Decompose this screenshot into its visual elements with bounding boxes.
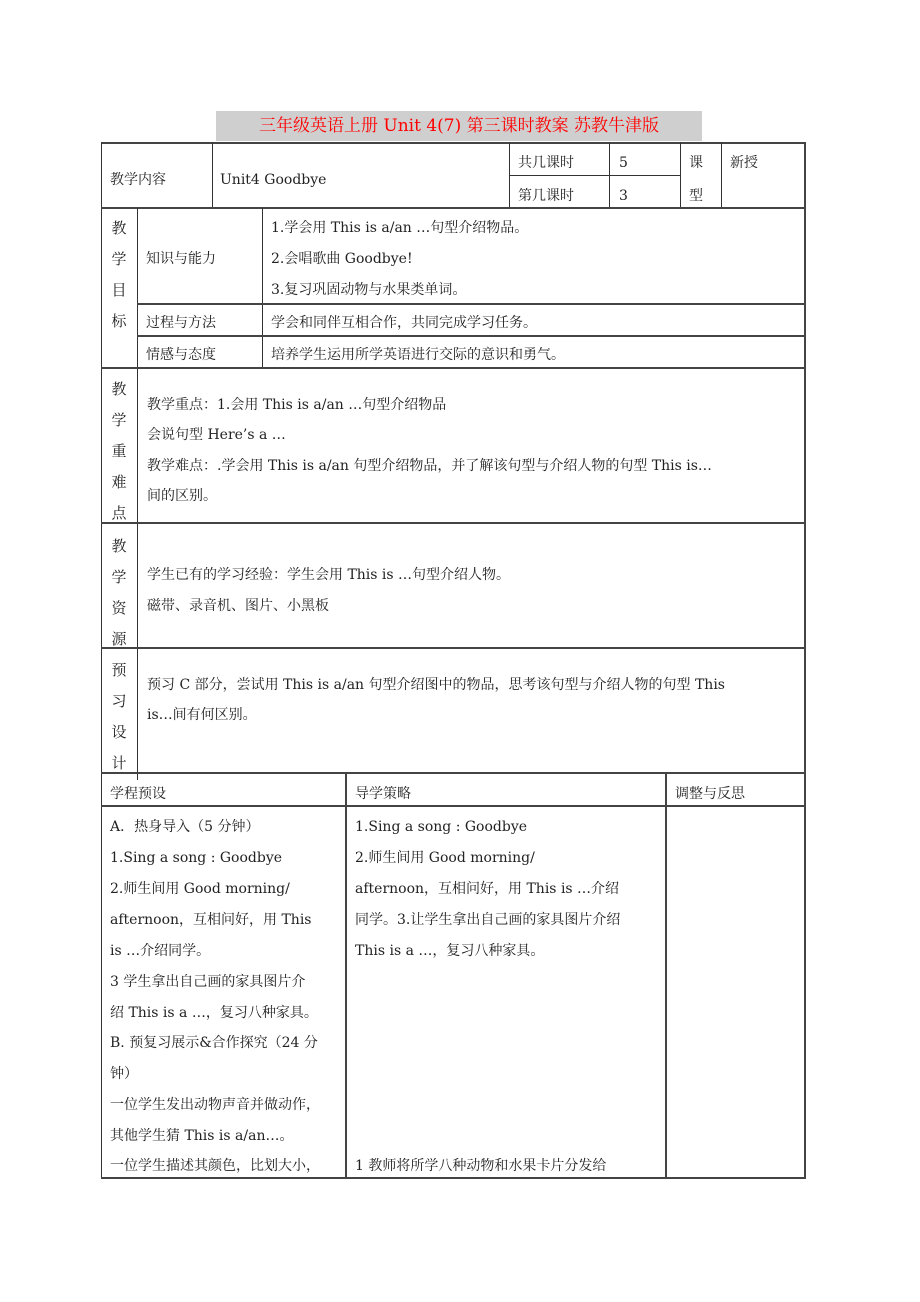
plan-line: afternoon，互相问好，用 This [110, 912, 312, 928]
content-value: Unit4 Goodbye [220, 172, 327, 188]
side-char: 计 [111, 754, 127, 772]
side-char: 难 [111, 473, 127, 491]
knowledge-item: 2.会唱歌曲 Goodbye! [271, 251, 413, 267]
strategy-line: 1 教师将所学八种动物和水果卡片分发给 [355, 1158, 607, 1174]
plan-line: is …介绍同学。 [110, 943, 211, 959]
emotion-label: 情感与态度 [146, 347, 216, 363]
objectives-side-label [109, 217, 129, 341]
key-point-line: 教学重点：1.会用 This is a/an …句型介绍物品 [147, 397, 447, 413]
divider [101, 522, 805, 524]
process-label: 过程与方法 [146, 315, 216, 331]
divider [721, 142, 722, 208]
type-value: 新授 [730, 155, 758, 171]
side-char: 教 [111, 219, 127, 237]
resources-side-label [109, 535, 129, 659]
strategy-column [347, 806, 665, 1177]
table-border-bottom [101, 1177, 666, 1179]
divider [137, 303, 805, 305]
emotion-value: 培养学生运用所学英语进行交际的意识和勇气。 [271, 347, 565, 363]
side-char: 源 [111, 630, 127, 648]
strategy-line: 同学。3.让学生拿出自己画的家具图片介绍 [355, 912, 621, 928]
document-title: 三年级英语上册 Unit 4(7) 第三课时教案 苏教牛津版 [216, 111, 702, 141]
side-char: 教 [111, 380, 127, 398]
column-header-plan: 学程预设 [110, 786, 166, 802]
key-point-line: 会说句型 Here’s a … [147, 427, 286, 443]
side-char: 预 [111, 661, 127, 679]
plan-line: A．热身导入（5 分钟） [110, 819, 260, 835]
side-char: 标 [111, 312, 127, 330]
key-points-side-label [109, 378, 129, 533]
key-point-line: 教学难点：.学会用 This is a/an 句型介绍物品，并了解该句型与介绍人物的句型 This is… [147, 458, 712, 474]
side-char: 资 [111, 599, 127, 617]
knowledge-item: 1.学会用 This is a/an …句型介绍物品。 [271, 220, 529, 236]
period-label: 第几课时 [518, 188, 574, 204]
strategy-line: afternoon，互相问好，用 This is …介绍 [355, 881, 620, 897]
strategy-line: 1.Sing a song : Goodbye [355, 819, 528, 835]
side-char: 学 [111, 411, 127, 429]
side-char: 学 [111, 250, 127, 268]
plan-line: 一位学生描述其颜色，比划大小， [110, 1158, 320, 1174]
key-points-content [138, 368, 803, 522]
divider [101, 207, 805, 209]
preview-side-label [109, 659, 129, 783]
column-header-reflection: 调整与反思 [675, 786, 745, 802]
column-header-strategy: 导学策略 [355, 786, 411, 802]
side-char: 重 [111, 442, 127, 460]
table-border-top [101, 142, 805, 144]
side-char: 学 [111, 568, 127, 586]
preview-line: is…间有何区别。 [147, 707, 257, 723]
total-periods-label: 共几课时 [518, 155, 574, 171]
plan-line: 1.Sing a song : Goodbye [110, 850, 283, 866]
plan-line: 其他学生猜 This is a/an…。 [110, 1128, 294, 1144]
side-char: 点 [111, 504, 127, 522]
plan-line: 绍 This is a …，复习八种家具。 [110, 1005, 318, 1021]
knowledge-item: 3.复习巩固动物与水果类单词。 [271, 282, 467, 298]
process-value: 学会和同伴互相合作，共同完成学习任务。 [271, 315, 537, 331]
side-char: 设 [111, 723, 127, 741]
divider [101, 772, 805, 774]
divider [137, 335, 805, 337]
content-label: 教学内容 [110, 172, 166, 188]
type-label-2: 型 [689, 188, 703, 204]
side-char: 目 [111, 281, 127, 299]
resource-line: 学生已有的学习经验：学生会用 This is …句型介绍人物。 [147, 567, 511, 583]
preview-content [138, 648, 803, 772]
divider [509, 175, 681, 176]
plan-column [102, 806, 345, 1177]
reflection-column [667, 806, 804, 1177]
table-border-right [804, 142, 806, 1179]
side-char: 教 [111, 537, 127, 555]
plan-line: B. 预复习展示&合作探究（24 分 [110, 1035, 318, 1051]
plan-line: 2.师生间用 Good morning/ [110, 881, 290, 897]
side-char: 习 [111, 692, 127, 710]
plan-line: 钟） [110, 1066, 138, 1082]
strategy-line: This is a …，复习八种家具。 [355, 943, 545, 959]
plan-line: 3 学生拿出自己画的家具图片介 [110, 974, 306, 990]
period-value: 3 [619, 188, 628, 204]
type-label-1: 课 [689, 155, 703, 171]
preview-line: 预习 C 部分，尝试用 This is a/an 句型介绍图中的物品，思考该句型与介绍人物的句型 This [147, 677, 725, 693]
table-border-bottom [665, 1177, 806, 1179]
resource-line: 磁带、录音机、图片、小黑板 [147, 598, 329, 614]
plan-line: 一位学生发出动物声音并做动作， [110, 1097, 320, 1113]
divider [262, 208, 263, 368]
knowledge-label: 知识与能力 [146, 251, 216, 267]
key-point-line: 间的区别。 [147, 488, 217, 504]
divider [212, 142, 213, 208]
total-periods-value: 5 [619, 155, 628, 171]
strategy-line: 2.师生间用 Good morning/ [355, 850, 535, 866]
